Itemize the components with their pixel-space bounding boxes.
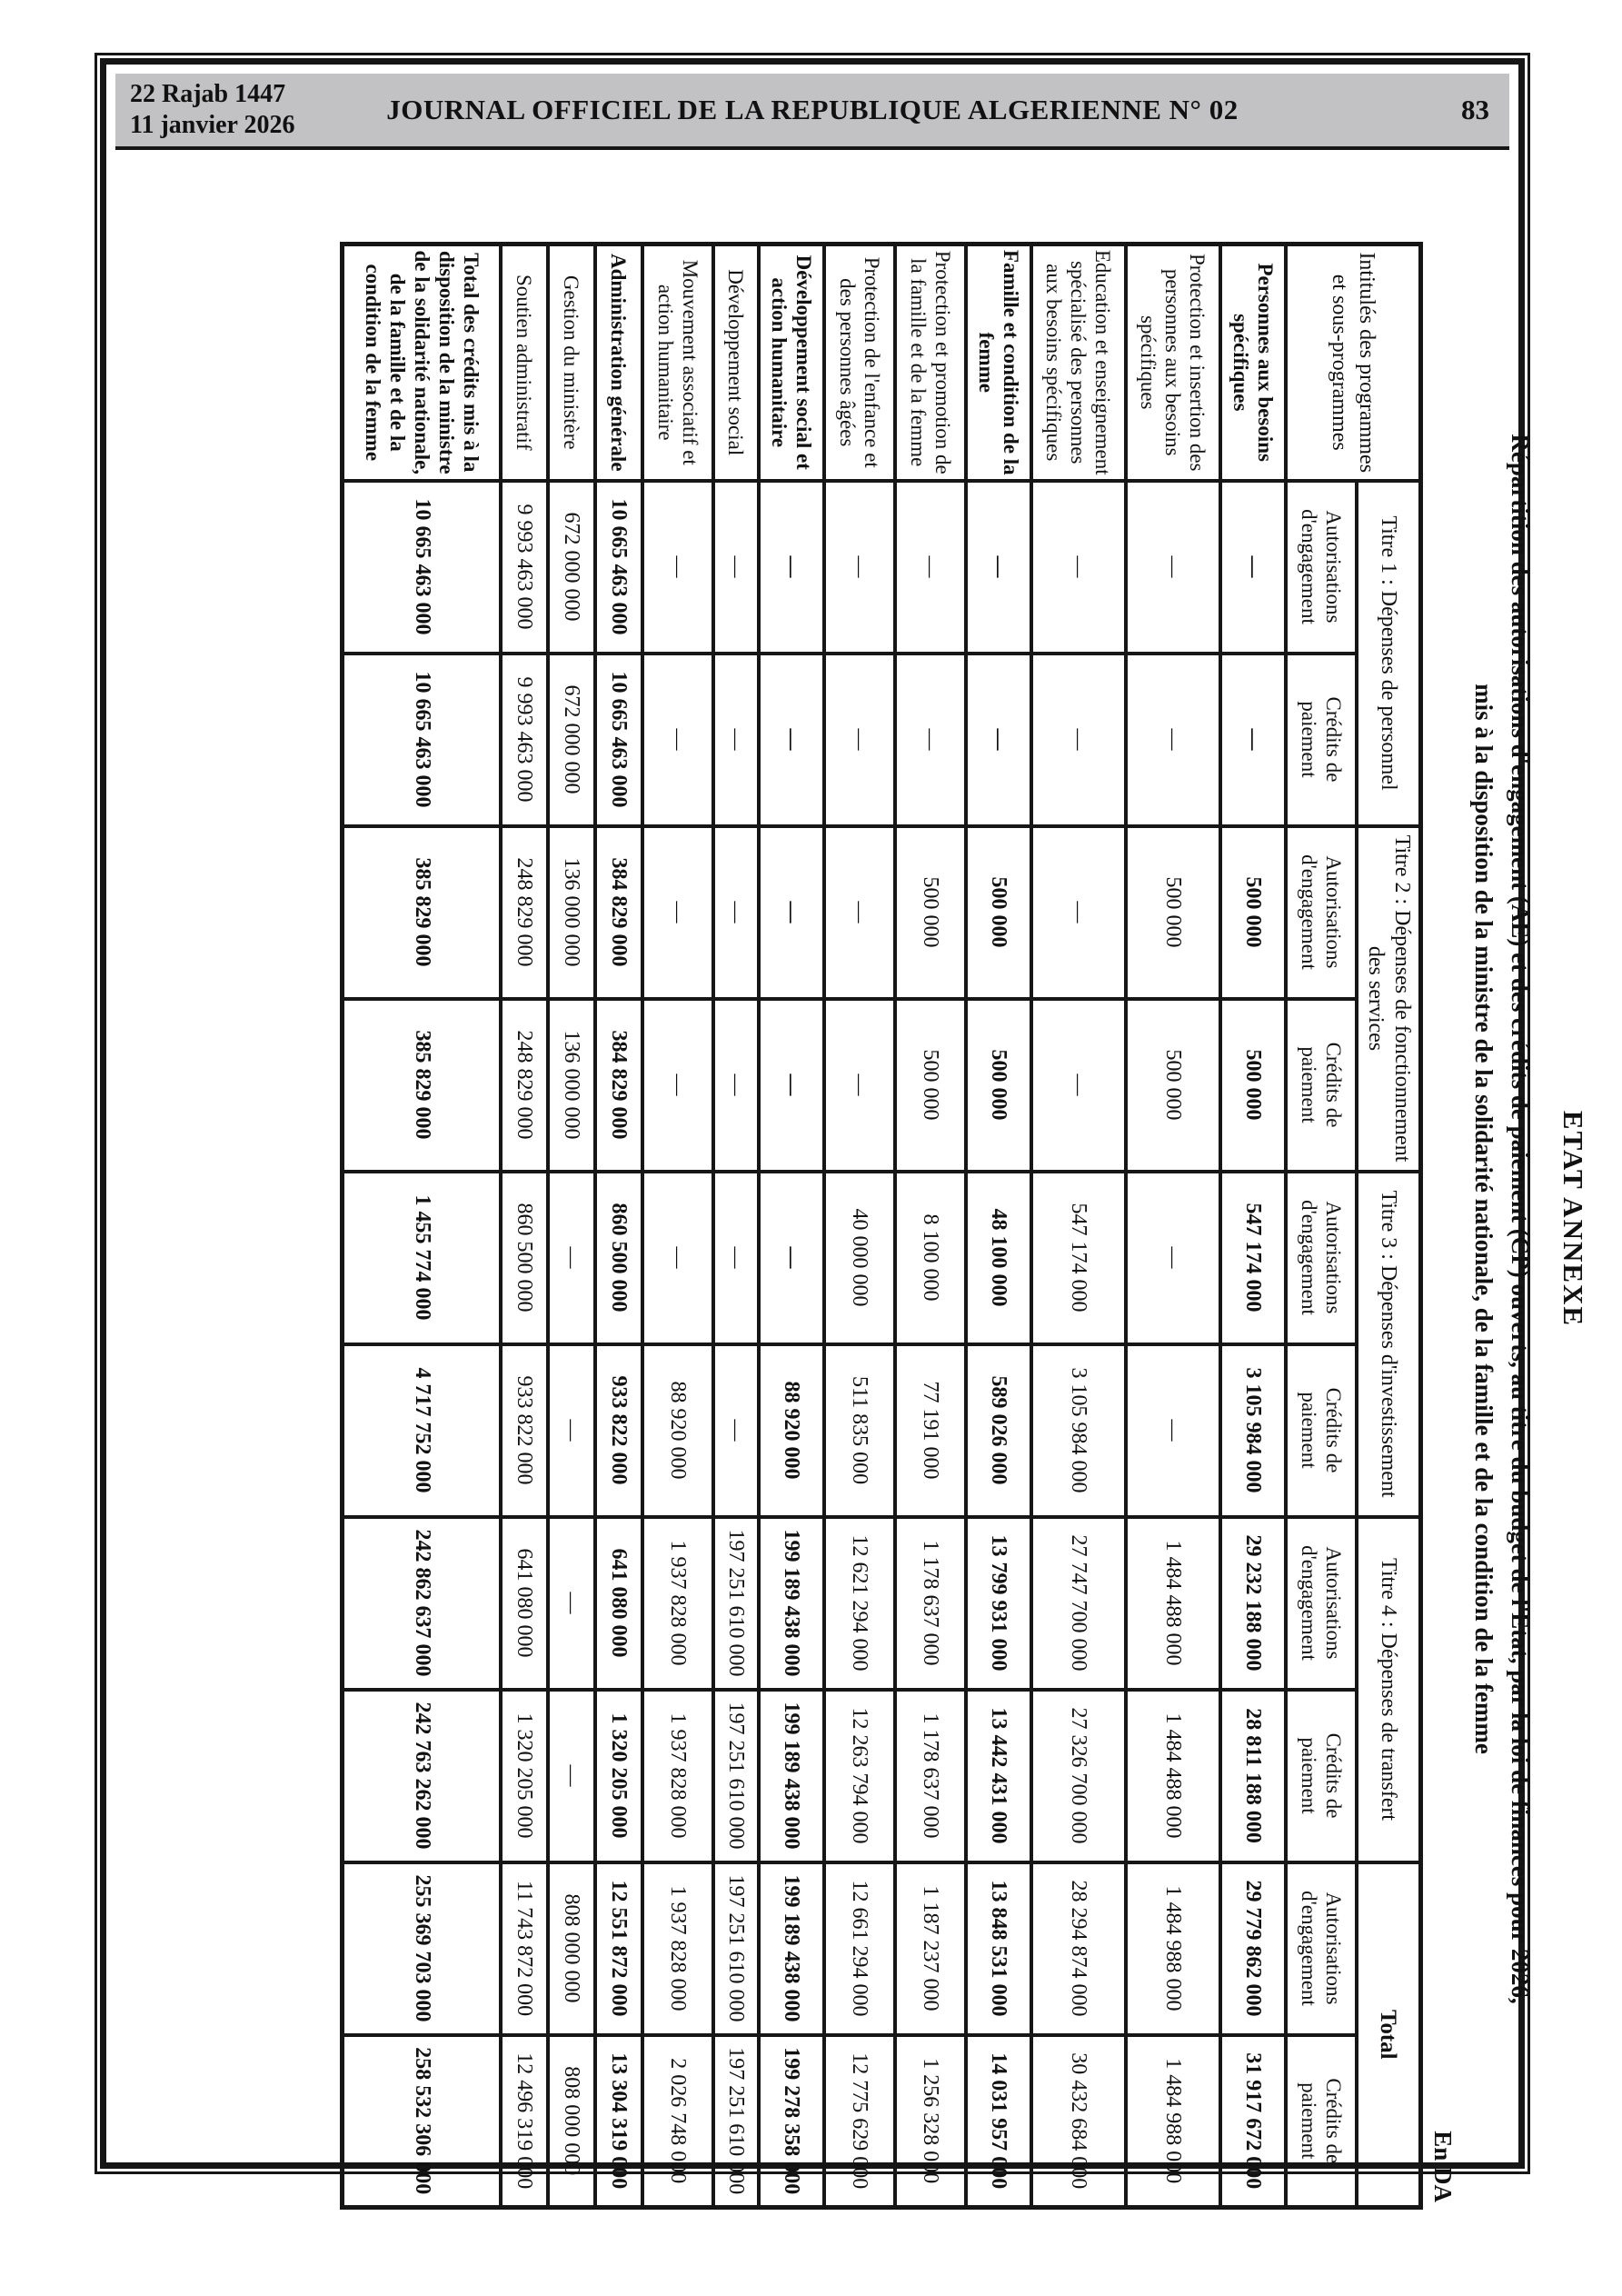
cell-t1-cp: — — [1031, 654, 1126, 826]
col-header-titre2: Titre 2 : Dépenses de fonctionnement des services — [1357, 826, 1421, 1172]
cell-t4-cp: 1 484 488 000 — [1126, 1690, 1220, 1862]
cell-t2-ae: 136 000 000 — [548, 826, 595, 999]
cell-t4-cp: — — [548, 1690, 595, 1862]
rotated-sheet — [215, 207, 1620, 2231]
cell-t3-ae: 1 455 774 000 — [343, 1172, 501, 1344]
cell-t4-ae: 641 080 000 — [501, 1517, 548, 1690]
cell-t3-ae: — — [713, 1172, 759, 1344]
cell-total-cp: 1 256 328 000 — [895, 2035, 966, 2208]
row-name: Personnes aux besoins spécifiques — [1220, 245, 1286, 481]
cell-total-ae: 12 661 294 000 — [824, 1862, 895, 2035]
cell-t1-ae: — — [1220, 481, 1286, 654]
cell-total-ae: 808 000 000 — [548, 1862, 595, 2035]
table-row-soutien-administratif — [501, 245, 548, 2208]
cell-t3-cp: 933 822 000 — [501, 1344, 548, 1517]
cell-total-cp: 12 496 319 000 — [501, 2035, 548, 2208]
cell-t1-ae: — — [642, 481, 713, 654]
table-row-protection-enfance-personnes-agees — [824, 245, 895, 2208]
cell-t1-cp: 672 000 000 — [548, 654, 595, 826]
cell-t3-cp: 3 105 984 000 — [1031, 1344, 1126, 1517]
cell-t3-ae: 547 174 000 — [1031, 1172, 1126, 1344]
row-name: Développement social et action humanitaire — [759, 245, 824, 481]
journal-header-band — [115, 74, 1509, 150]
credits-table — [341, 242, 1424, 2210]
cell-t2-cp: — — [824, 999, 895, 1172]
cell-total-ae: 1 937 828 000 — [642, 1862, 713, 2035]
cell-t2-ae: 500 000 — [966, 826, 1031, 999]
cell-t2-cp: 136 000 000 — [548, 999, 595, 1172]
cell-t1-ae: — — [1126, 481, 1220, 654]
cell-t3-cp: 589 026 000 — [966, 1344, 1031, 1517]
cell-t2-cp: 248 829 000 — [501, 999, 548, 1172]
cell-total-ae: 199 189 438 000 — [759, 1862, 824, 2035]
journal-page-frame — [95, 53, 1589, 2202]
cell-total-cp: 12 775 629 000 — [824, 2035, 895, 2208]
cell-total-cp: 13 304 319 000 — [595, 2035, 642, 2208]
cell-t2-ae: 385 829 000 — [343, 826, 501, 999]
row-name: Développement social — [713, 245, 759, 481]
cell-t1-ae: 9 993 463 000 — [501, 481, 548, 654]
cell-t3-ae: — — [759, 1172, 824, 1344]
cell-t3-cp: — — [548, 1344, 595, 1517]
cell-t3-ae: 40 000 000 — [824, 1172, 895, 1344]
cell-t1-cp: — — [759, 654, 824, 826]
cell-total-cp: 199 278 358 000 — [759, 2035, 824, 2208]
cell-t3-cp: 933 822 000 — [595, 1344, 642, 1517]
cell-t2-ae: 384 829 000 — [595, 826, 642, 999]
cell-t1-ae: — — [966, 481, 1031, 654]
cell-t4-ae: 1 484 488 000 — [1126, 1517, 1220, 1690]
cell-total-cp: 197 251 610 000 — [713, 2035, 759, 2208]
cell-t1-ae: 10 665 463 000 — [343, 481, 501, 654]
cell-t4-cp: 1 320 205 000 — [501, 1690, 548, 1862]
col-header-t4-ae: Autorisations d'engagement — [1286, 1517, 1357, 1690]
cell-total-ae: 12 551 872 000 — [595, 1862, 642, 2035]
cell-t3-cp: 88 920 000 — [642, 1344, 713, 1517]
cell-t4-cp: 1 178 637 000 — [895, 1690, 966, 1862]
cell-t1-ae: — — [895, 481, 966, 654]
cell-t2-cp: 500 000 — [966, 999, 1031, 1172]
cell-total-ae: 1 187 237 000 — [895, 1862, 966, 2035]
cell-total-cp: 1 484 988 000 — [1126, 2035, 1220, 2208]
col-header-titre3: Titre 3 : Dépenses d'investissement — [1357, 1172, 1421, 1517]
table-row-developpement-social-action-humanitaire — [759, 245, 824, 2208]
cell-t2-ae: 500 000 — [895, 826, 966, 999]
currency-note: En DA — [1429, 2131, 1457, 2202]
journal-page-inner-frame — [100, 58, 1589, 2202]
cell-t4-ae: 641 080 000 — [595, 1517, 642, 1690]
hijri-date: 22 Rajab 1447 — [130, 80, 286, 108]
cell-t1-ae: — — [713, 481, 759, 654]
cell-t4-ae: 29 232 188 000 — [1220, 1517, 1286, 1690]
row-name: Famille et condition de la femme — [966, 245, 1031, 481]
cell-t3-ae: — — [642, 1172, 713, 1344]
cell-t4-ae: 13 799 931 000 — [966, 1517, 1031, 1690]
cell-t2-cp: — — [713, 999, 759, 1172]
cell-t4-ae: 12 621 294 000 — [824, 1517, 895, 1690]
col-header-t3-cp: Crédits de paiement — [1286, 1344, 1357, 1517]
cell-t3-cp: — — [1126, 1344, 1220, 1517]
cell-t4-cp: 242 763 262 000 — [343, 1690, 501, 1862]
cell-t1-cp: — — [1220, 654, 1286, 826]
cell-total-ae: 28 294 874 000 — [1031, 1862, 1126, 2035]
cell-t4-cp: 28 811 188 000 — [1220, 1690, 1286, 1862]
cell-t2-ae: — — [759, 826, 824, 999]
col-header-total-cp: Crédits de paiement — [1286, 2035, 1357, 2208]
table-row-administration-generale — [595, 245, 642, 2208]
cell-total-ae: 1 484 988 000 — [1126, 1862, 1220, 2035]
cell-t1-ae: — — [1031, 481, 1126, 654]
cell-t2-ae: 500 000 — [1126, 826, 1220, 999]
annex-title — [1466, 207, 1557, 2231]
cell-t3-ae: — — [1126, 1172, 1220, 1344]
annex-title-line2: mis à la disposition de la ministre de la solidarité nationale, de la famille et de la condition de la femme — [1470, 684, 1498, 1754]
cell-t4-ae: 1 178 637 000 — [895, 1517, 966, 1690]
cell-t2-ae: — — [824, 826, 895, 999]
cell-t2-cp: — — [1031, 999, 1126, 1172]
col-header-titre4: Titre 4 : Dépenses de transfert — [1357, 1517, 1421, 1862]
col-header-total: Total — [1357, 1862, 1421, 2208]
cell-total-cp: 31 917 672 000 — [1220, 2035, 1286, 2208]
col-header-titre1: Titre 1 : Dépenses de personnel — [1357, 481, 1421, 826]
etat-annexe-heading: ETAT ANNEXE — [1557, 1110, 1589, 1328]
row-name: Soutien administratif — [501, 245, 548, 481]
table-row-famille-condition-femme — [966, 245, 1031, 2208]
cell-t3-cp: 511 835 000 — [824, 1344, 895, 1517]
cell-t2-cp: 384 829 000 — [595, 999, 642, 1172]
row-name: Total des crédits mis à la disposition de la ministre de la solidarité nationale, de la famille et de la condition de la femme — [343, 245, 501, 481]
cell-t1-cp: — — [642, 654, 713, 826]
cell-t1-cp: — — [895, 654, 966, 826]
row-name: Mouvement associatif et action humanitaire — [642, 245, 713, 481]
cell-t1-cp: 10 665 463 000 — [595, 654, 642, 826]
cell-t1-cp: — — [1126, 654, 1220, 826]
cell-t4-ae: 1 937 828 000 — [642, 1517, 713, 1690]
table-row-mouvement-associatif — [642, 245, 713, 2208]
col-header-t2-cp: Crédits de paiement — [1286, 999, 1357, 1172]
cell-t4-cp: 197 251 610 000 — [713, 1690, 759, 1862]
col-header-t4-cp: Crédits de paiement — [1286, 1690, 1357, 1862]
col-header-intitules: Intitulés des programmes et sous-programmes — [1286, 245, 1421, 481]
cell-t4-cp: 12 263 794 000 — [824, 1690, 895, 1862]
cell-t3-cp: 88 920 000 — [759, 1344, 824, 1517]
cell-t3-cp: 3 105 984 000 — [1220, 1344, 1286, 1517]
cell-t2-cp: — — [759, 999, 824, 1172]
cell-t3-cp: 77 191 000 — [895, 1344, 966, 1517]
cell-t1-cp: — — [966, 654, 1031, 826]
cell-t1-ae: — — [759, 481, 824, 654]
cell-total-cp: 30 432 684 000 — [1031, 2035, 1126, 2208]
cell-t4-cp: 1 937 828 000 — [642, 1690, 713, 1862]
table-row-education-enseignement-specialise — [1031, 245, 1126, 2208]
col-header-t3-ae: Autorisations d'engagement — [1286, 1172, 1357, 1344]
cell-t1-cp: 9 993 463 000 — [501, 654, 548, 826]
table-row-protection-promotion-famille — [895, 245, 966, 2208]
cell-t4-cp: 27 326 700 000 — [1031, 1690, 1126, 1862]
cell-t4-ae: 199 189 438 000 — [759, 1517, 824, 1690]
cell-t3-ae: 860 500 000 — [595, 1172, 642, 1344]
cell-t4-ae: 197 251 610 000 — [713, 1517, 759, 1690]
cell-t3-ae: 547 174 000 — [1220, 1172, 1286, 1344]
cell-t2-ae: — — [1031, 826, 1126, 999]
journal-title: JOURNAL OFFICIEL DE LA REPUBLIQUE ALGERIENNE N° 02 — [386, 94, 1239, 125]
row-name: Protection et promotion de la famille et de la femme — [895, 245, 966, 481]
cell-t4-ae: 242 862 637 000 — [343, 1517, 501, 1690]
cell-t2-ae: — — [713, 826, 759, 999]
cell-total-ae: 197 251 610 000 — [713, 1862, 759, 2035]
cell-t3-ae: 8 100 000 — [895, 1172, 966, 1344]
cell-t1-ae: 10 665 463 000 — [595, 481, 642, 654]
col-header-t1-cp: Crédits de paiement — [1286, 654, 1357, 826]
cell-total-cp: 14 031 957 000 — [966, 2035, 1031, 2208]
page-number: 83 — [1461, 94, 1489, 125]
table-row-gestion-du-ministere — [548, 245, 595, 2208]
table-header-row-ae-cp — [1286, 245, 1357, 2208]
cell-t3-ae: 860 500 000 — [501, 1172, 548, 1344]
row-name: Education et enseignement spécialisé des personnes aux besoins spécifiques — [1031, 245, 1126, 481]
table-row-total-des-credits — [343, 245, 501, 2208]
cell-t2-ae: 248 829 000 — [501, 826, 548, 999]
cell-t4-ae: 27 747 700 000 — [1031, 1517, 1126, 1690]
row-name: Gestion du ministère — [548, 245, 595, 481]
cell-t2-cp: — — [642, 999, 713, 1172]
cell-total-cp: 258 532 306 000 — [343, 2035, 501, 2208]
cell-t1-cp: — — [713, 654, 759, 826]
table-row-developpement-social — [713, 245, 759, 2208]
cell-t3-cp: 4 717 752 000 — [343, 1344, 501, 1517]
cell-t1-ae: — — [824, 481, 895, 654]
table-row-protection-insertion — [1126, 245, 1220, 2208]
cell-t3-cp: — — [713, 1344, 759, 1517]
cell-total-cp: 808 000 000 — [548, 2035, 595, 2208]
cell-total-ae: 11 743 872 000 — [501, 1862, 548, 2035]
cell-t4-cp: 13 442 431 000 — [966, 1690, 1031, 1862]
cell-t1-cp: 10 665 463 000 — [343, 654, 501, 826]
rotated-sheet-area — [215, 207, 1620, 2231]
col-header-t2-ae: Autorisations d'engagement — [1286, 826, 1357, 999]
cell-t1-cp: — — [824, 654, 895, 826]
col-header-total-ae: Autorisations d'engagement — [1286, 1862, 1357, 2035]
cell-t4-cp: 199 189 438 000 — [759, 1690, 824, 1862]
col-header-t1-ae: Autorisations d'engagement — [1286, 481, 1357, 654]
cell-total-ae: 13 848 531 000 — [966, 1862, 1031, 2035]
cell-total-cp: 2 026 748 000 — [642, 2035, 713, 2208]
annex-title-line1: Répartition des autorisations d'engagement (AE) et des crédits de paiement (CP) ouverts, au titre du budget de l'Etat, par la loi de finances pour 2026, — [1507, 434, 1534, 2004]
cell-t2-cp: 500 000 — [895, 999, 966, 1172]
gregorian-date: 11 janvier 2026 — [130, 111, 295, 139]
row-name: Protection et insertion des personnes aux besoins spécifiques — [1126, 245, 1220, 481]
table-row-personnes-aux-besoins-specifiques — [1220, 245, 1286, 2208]
cell-t2-cp: 385 829 000 — [343, 999, 501, 1172]
cell-t2-ae: — — [642, 826, 713, 999]
row-name: Protection de l'enfance et des personnes âgées — [824, 245, 895, 481]
cell-t2-cp: 500 000 — [1126, 999, 1220, 1172]
cell-total-ae: 29 779 862 000 — [1220, 1862, 1286, 2035]
cell-t3-ae: — — [548, 1172, 595, 1344]
row-name: Administration générale — [595, 245, 642, 481]
table-header-row-titres — [1357, 245, 1421, 2208]
cell-t2-ae: 500 000 — [1220, 826, 1286, 999]
cell-total-ae: 255 369 703 000 — [343, 1862, 501, 2035]
cell-t3-ae: 48 100 000 — [966, 1172, 1031, 1344]
cell-t4-cp: 1 320 205 000 — [595, 1690, 642, 1862]
cell-t4-ae: — — [548, 1517, 595, 1690]
cell-t2-cp: 500 000 — [1220, 999, 1286, 1172]
cell-t1-ae: 672 000 000 — [548, 481, 595, 654]
